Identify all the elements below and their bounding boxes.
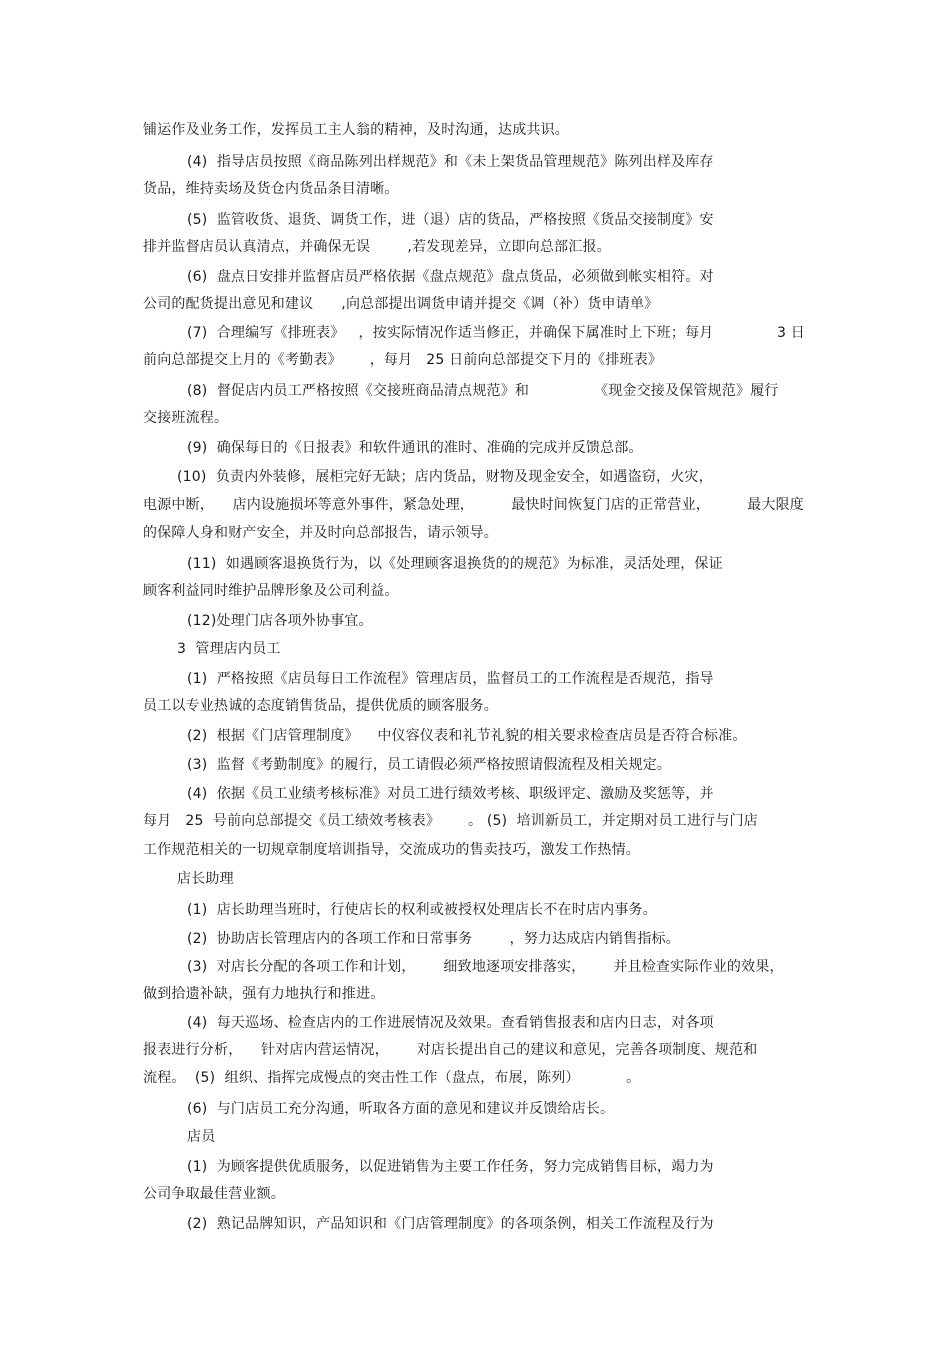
text-line: (4) 每天巡场、检查店内的工作进展情况及效果。查看销售报表和店内日志，对各项 <box>187 1015 714 1031</box>
text-line: (12)处理门店各项外协事宜。 <box>187 613 373 629</box>
section-heading: 店长助理 <box>177 871 234 887</box>
text-line: 货品，维持卖场及货仓内货品条目清晰。 <box>143 181 399 197</box>
text-line: 3 日 <box>777 325 805 341</box>
text-line: (1) 严格按照《店员每日工作流程》管理店员，监督员工的工作流程是否规范，指导 <box>187 671 714 687</box>
text-line: 前向总部提交上月的《考勤表》 ，每月 25 日前向总部提交下月的《排班表》 <box>143 352 663 368</box>
text-line: (1) 为顾客提供优质服务，以促进销售为主要工作任务，努力完成销售目标，竭力为 <box>187 1159 714 1175</box>
section-heading: 3 管理店内员工 <box>177 641 281 657</box>
text-line: 流程。 (5) 组织、指挥完成慢点的突击性工作（盘点，布展，陈列） 。 <box>143 1070 641 1086</box>
text-line: (8) 督促店内员工严格按照《交接班商品清点规范》和 <box>187 383 530 399</box>
text-line: (1) 店长助理当班时，行使店长的权利或被授权处理店长不在时店内事务。 <box>187 902 657 918</box>
text-line: (6) 与门店员工充分沟通，听取各方面的意见和建议并反馈给店长。 <box>187 1101 615 1117</box>
text-line: (3) 对店长分配的各项工作和计划， 细致地逐项安排落实， 并且检查实际作业的效果， <box>187 959 784 975</box>
text-line: 电源中断， 店内设施损坏等意外事件，紧急处理， 最快时间恢复门店的正常营业， 最大限度 <box>143 497 805 513</box>
text-line: (10) 负责内外装修，展柜完好无缺；店内货品，财物及现金安全，如遇盗窃，火灾， <box>177 469 713 485</box>
text-line: (7) 合理编写《排班表》 ，按实际情况作适当修正，并确保下属准时上下班；每月 <box>187 325 714 341</box>
text-line: (4) 依据《员工业绩考核标准》对员工进行绩效考核、职级评定、激励及奖惩等，并 <box>187 786 714 802</box>
text-line: 的保障人身和财产安全，并及时向总部报告，请示领导。 <box>143 525 498 541</box>
text-line: (2) 熟记品牌知识，产品知识和《门店管理制度》的各项条例，相关工作流程及行为 <box>187 1216 714 1232</box>
text-line: 报表进行分析， 针对店内营运情况， 对店长提出自己的建议和意见，完善各项制度、规范和 <box>143 1042 758 1058</box>
text-line: 公司的配货提出意见和建议 ,向总部提出调货申请并提交《调（补）货申请单》 <box>143 296 659 312</box>
text-line: (6) 盘点日安排并监督店员严格依据《盘点规范》盘点货品，必须做到帐实相符。对 <box>187 269 714 285</box>
text-line: 公司争取最佳营业额。 <box>143 1186 285 1202</box>
text-line: 《现金交接及保管规范》履行 <box>594 383 779 399</box>
text-line: 工作规范相关的一切规章制度培训指导，交流成功的售卖技巧，激发工作热情。 <box>143 842 640 858</box>
text-line: (4) 指导店员按照《商品陈列出样规范》和《未上架货品管理规范》陈列出样及库存 <box>187 154 714 170</box>
text-line: 顾客利益同时维护品牌形象及公司利益。 <box>143 583 399 599</box>
section-heading: 店员 <box>187 1129 216 1145</box>
text-line: (11) 如遇顾客退换货行为，以《处理顾客退换货的的规范》为标准，灵活处理，保证 <box>187 556 723 572</box>
text-line: (2) 根据《门店管理制度》 中仪容仪表和礼节礼貌的相关要求检查店员是否符合标准。 <box>187 728 747 744</box>
text-line: (9) 确保每日的《日报表》和软件通讯的准时、准确的完成并反馈总部。 <box>187 440 643 456</box>
text-line: (2) 协助店长管理店内的各项工作和日常事务 ，努力达成店内销售指标。 <box>187 931 680 947</box>
text-line: 每月 25 号前向总部提交《员工绩效考核表》 。 (5) 培训新员工，并定期对员工进行与门店 <box>143 813 758 829</box>
text-line: 铺运作及业务工作，发挥员工主人翁的精神，及时沟通，达成共识。 <box>143 122 569 138</box>
text-line: 交接班流程。 <box>143 410 229 426</box>
text-line: 员工以专业热诚的态度销售货品，提供优质的顾客服务。 <box>143 698 498 714</box>
text-line: 排并监督店员认真清点，并确保无误 ,若发现差异，立即向总部汇报。 <box>143 239 611 255</box>
text-line: (5) 监管收货、退货、调货工作，进（退）店的货品，严格按照《货品交接制度》安 <box>187 212 714 228</box>
text-line: 做到拾遗补缺，强有力地执行和推进。 <box>143 986 385 1002</box>
text-line: (3) 监督《考勤制度》的履行，员工请假必须严格按照请假流程及相关规定。 <box>187 757 672 773</box>
